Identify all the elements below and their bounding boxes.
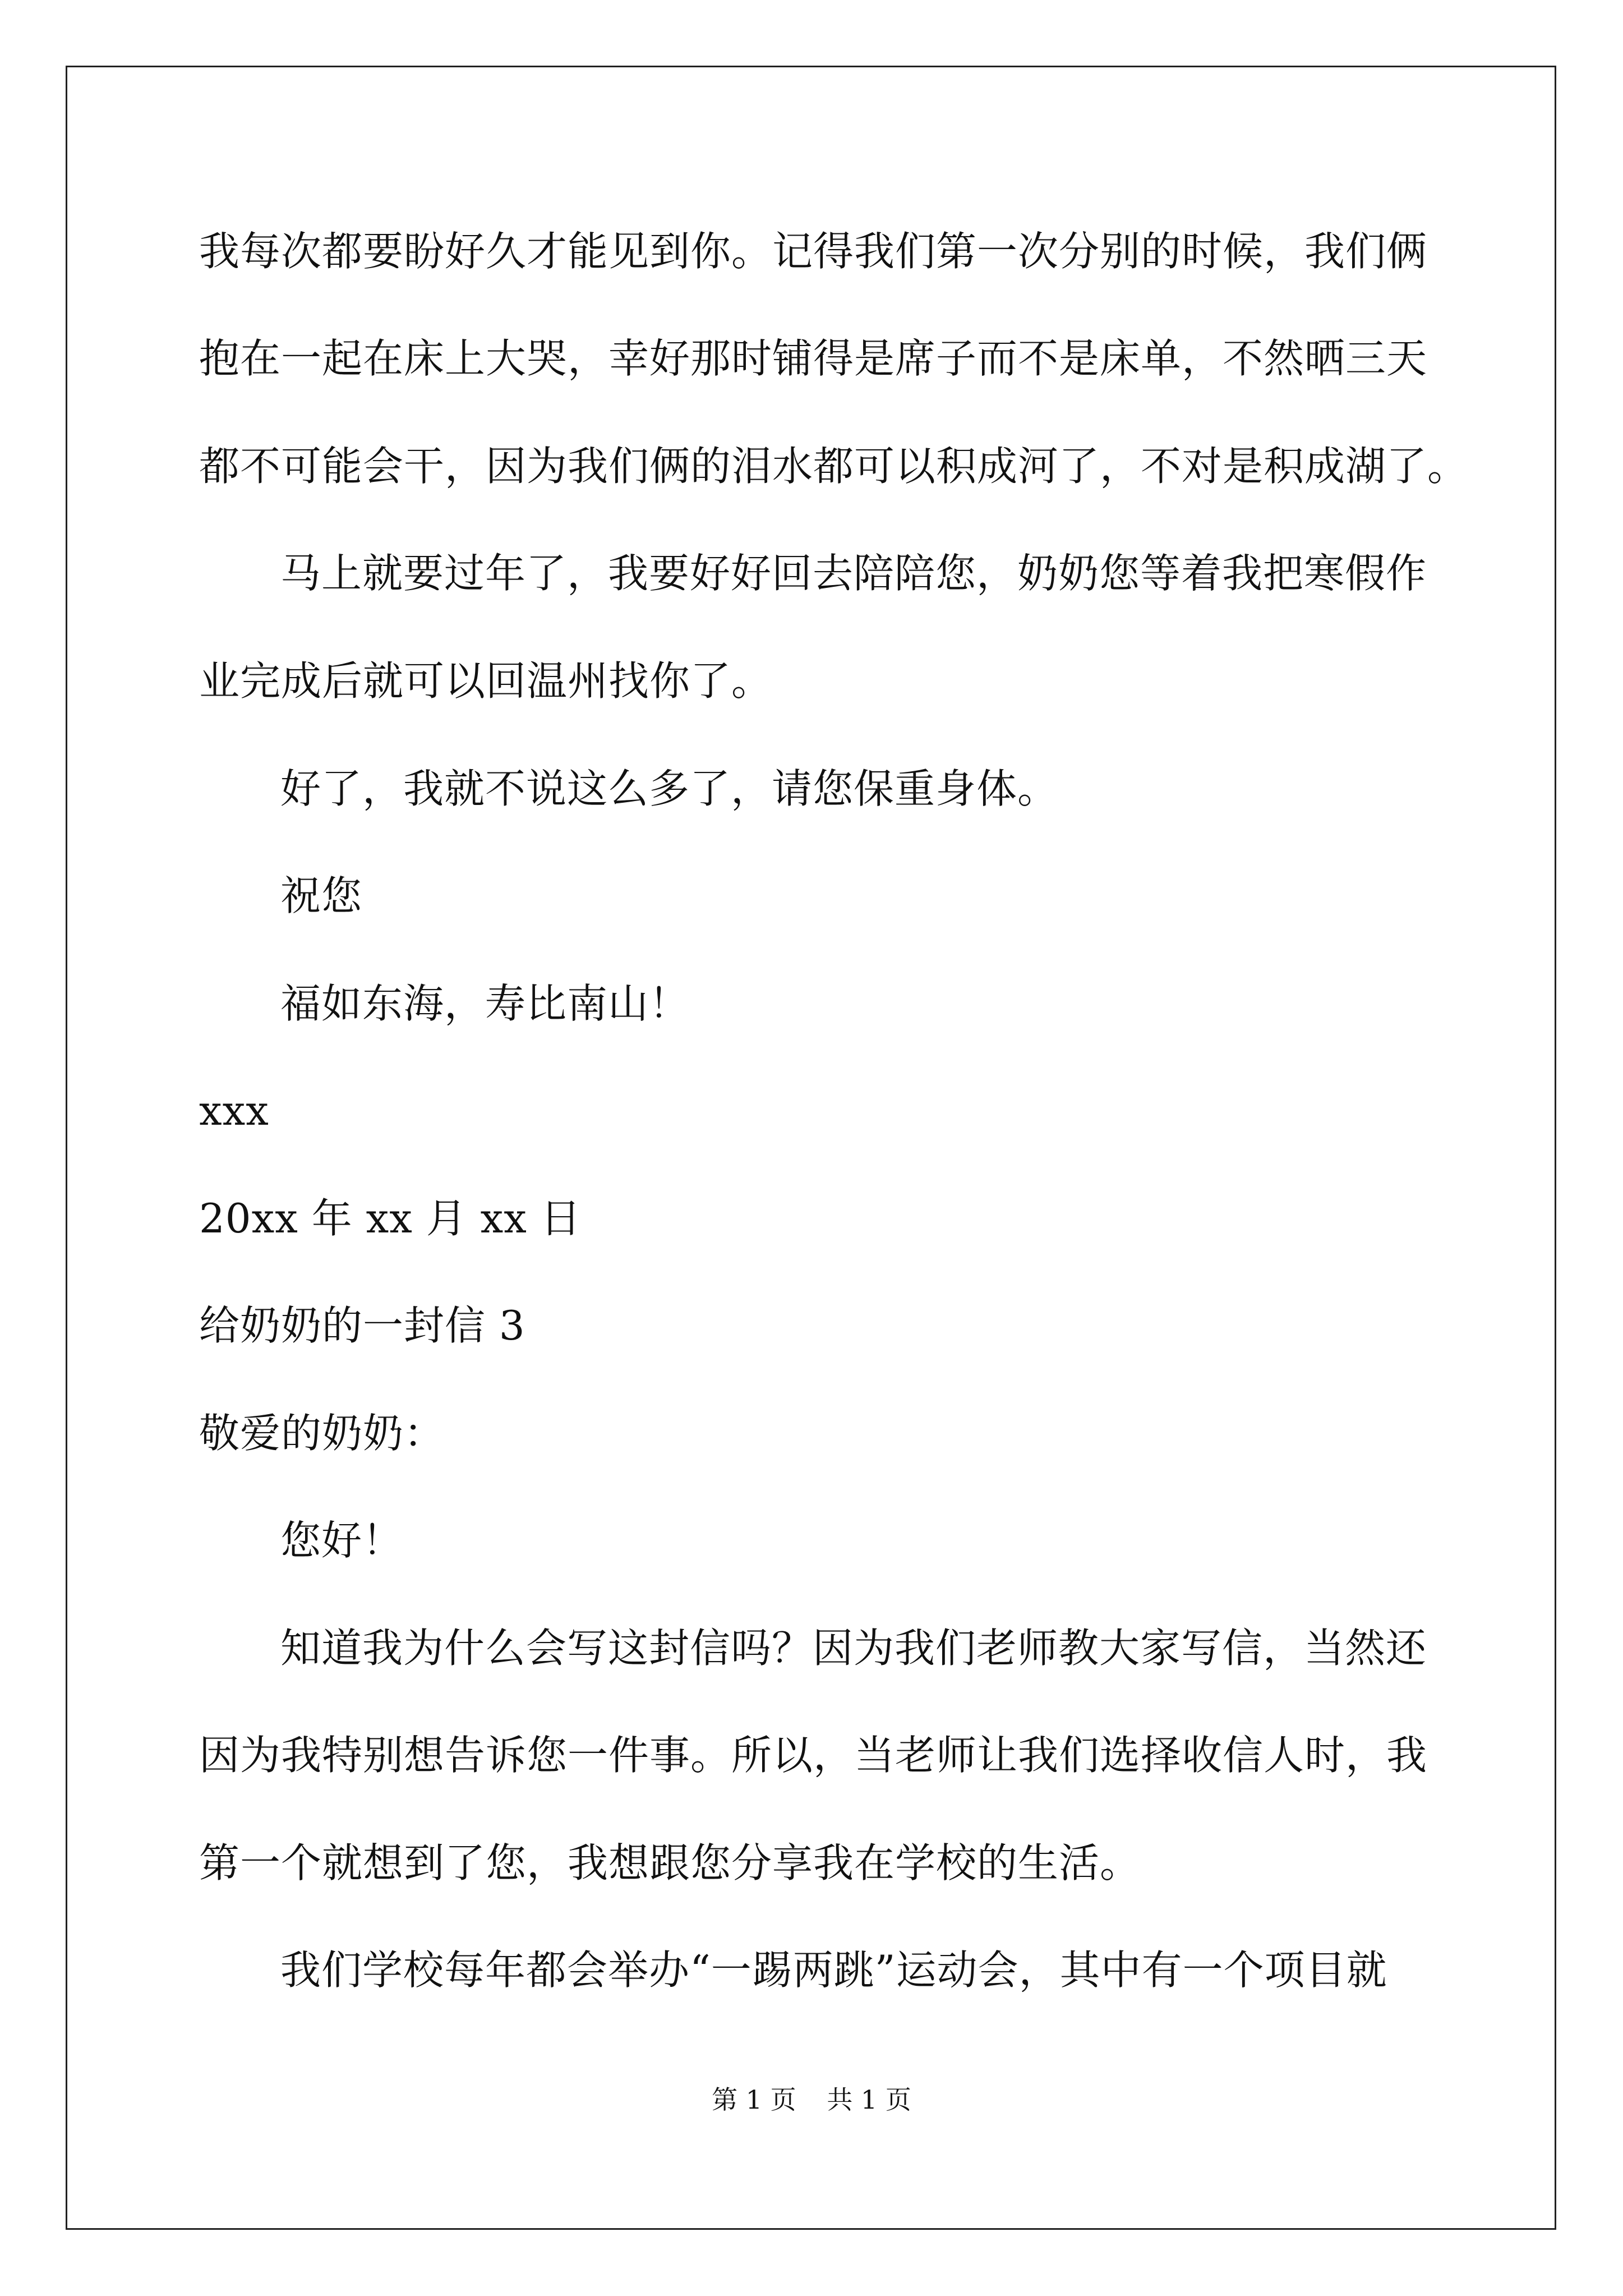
blessing-line: 福如东海，寿比南山！: [280, 980, 690, 1027]
page-number-current: 第 1 页: [712, 2085, 796, 2115]
text-line: 都不可能会干，因为我们俩的泪水都可以积成河了，不对是积成湖了。: [199, 443, 1469, 490]
text-line: 知道我为什么会写这封信吗？因为我们老师教大家写信，当然还: [280, 1625, 1427, 1672]
signature-date: 20xx 年 xx 月 xx 日: [199, 1195, 582, 1242]
text-line: 因为我特别想告诉您一件事。所以，当老师让我们选择收信人时，我: [199, 1732, 1428, 1779]
letter-opening: 您好！: [280, 1517, 404, 1564]
signature-name: xxx: [199, 1087, 269, 1134]
text-line: 业完成后就可以回温州找你了。: [199, 657, 773, 705]
text-line: 抱在一起在床上大哭，幸好那时铺得是席子而不是床单，不然晒三天: [199, 335, 1428, 382]
letter-greeting: 敬爱的奶奶：: [199, 1410, 445, 1457]
page-border: [66, 66, 1556, 2230]
text-line: 我每次都要盼好久才能见到你。记得我们第一次分别的时候，我们俩: [199, 228, 1428, 275]
text-line: 我们学校每年都会举办“一踢两跳”运动会，其中有一个项目就: [280, 1947, 1387, 1994]
salutation-line: 祝您: [280, 872, 363, 919]
text-line: 好了，我就不说这么多了，请您保重身体。: [280, 765, 1059, 812]
text-line: 第一个就想到了您，我想跟您分享我在学校的生活。: [199, 1839, 1141, 1887]
page-footer: [0, 2087, 1623, 2113]
page-number-total: 共 1 页: [827, 2085, 911, 2115]
text-line: 马上就要过年了，我要好好回去陪陪您，奶奶您等着我把寒假作: [280, 550, 1427, 597]
section-title: 给奶奶的一封信 3: [199, 1302, 525, 1349]
